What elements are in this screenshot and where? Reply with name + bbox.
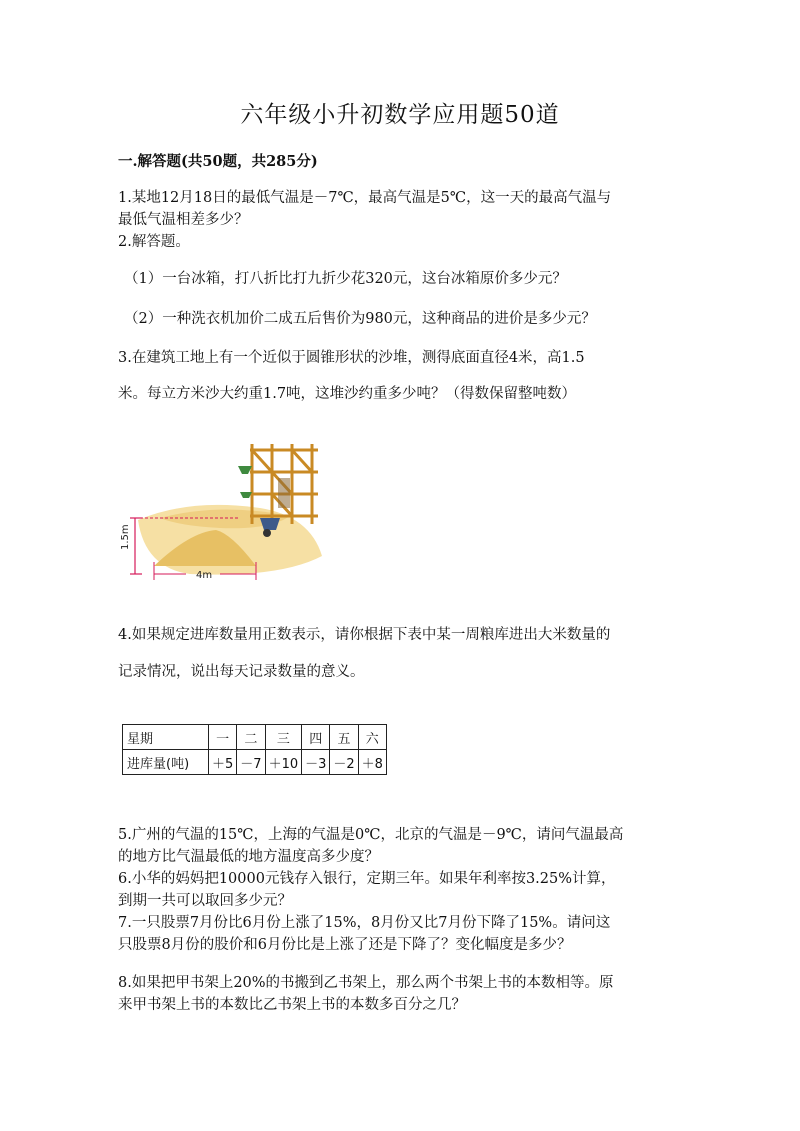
table-cell: 三 <box>265 725 302 750</box>
table-cell: ＋5 <box>209 750 237 775</box>
question-8-line-1: 8.如果把甲书架上20%的书搬到乙书架上，那么两个书架上书的本数相等。原 <box>118 975 614 991</box>
table-cell: ＋10 <box>265 750 302 775</box>
table-cell: 四 <box>302 725 330 750</box>
section-heading: 一.解答题(共50题，共285分) <box>118 153 318 170</box>
question-3-line-2: 米。每立方米沙大约重1.7吨，这堆沙约重多少吨？（得数保留整吨数） <box>118 386 577 402</box>
question-1-line-1: 1.某地12月18日的最低气温是－7℃，最高气温是5℃，这一天的最高气温与 <box>118 190 612 206</box>
table-cell: －3 <box>302 750 330 775</box>
question-7-line-1: 7.一只股票7月份比6月份上涨了15%，8月份又比7月份下降了15%。请问这 <box>118 915 611 931</box>
question-5-line-2: 的地方比气温最低的地方温度高多少度？ <box>118 849 379 865</box>
question-2-text: 2.解答题。 <box>118 234 190 250</box>
table-row <box>123 750 387 775</box>
question-2-part-1: （1）一台冰箱，打八折比打九折少花320元，这台冰箱原价多少元？ <box>124 271 567 287</box>
table-cell: －2 <box>330 750 358 775</box>
sand-pile-figure <box>120 438 330 586</box>
question-6-line-2: 到期一共可以取回多少元？ <box>118 893 292 909</box>
question-7-line-2: 只股票8月份的股价和6月份比是上涨了还是下降了？变化幅度是多少？ <box>118 937 572 953</box>
height-label: 1.5m <box>120 524 131 550</box>
question-1-line-2: 最低气温相差多少？ <box>118 212 249 228</box>
question-4-line-2: 记录情况，说出每天记录数量的意义。 <box>118 664 365 680</box>
grain-record-table <box>122 724 387 775</box>
table-cell: ＋8 <box>358 750 386 775</box>
table-cell: 星期 <box>123 725 209 750</box>
table-cell: 一 <box>209 725 237 750</box>
question-5-line-1: 5.广州的气温的15℃，上海的气温是0℃，北京的气温是－9℃，请问气温最高 <box>118 827 624 843</box>
question-4-line-1: 4.如果规定进库数量用正数表示，请你根据下表中某一周粮库进出大米数量的 <box>118 627 611 643</box>
table-header-row <box>123 725 387 750</box>
question-8-line-2: 来甲书架上书的本数比乙书架上书的本数多百分之几？ <box>118 997 466 1013</box>
question-2-part-2: （2）一种洗衣机加价二成五后售价为980元，这种商品的进价是多少元？ <box>124 311 596 327</box>
question-6-line-1: 6.小华的妈妈把10000元钱存入银行，定期三年。如果年利率按3.25%计算， <box>118 871 616 887</box>
bucket-icon <box>238 466 252 474</box>
table-cell: －7 <box>237 750 265 775</box>
question-3-line-1: 3.在建筑工地上有一个近似于圆锥形状的沙堆，测得底面直径4米，高1.5 <box>118 350 585 366</box>
table-cell: 进库量(吨) <box>123 750 209 775</box>
table-cell: 六 <box>358 725 386 750</box>
table-cell: 五 <box>330 725 358 750</box>
width-label: 4m <box>196 570 213 581</box>
table-cell: 二 <box>237 725 265 750</box>
page-title: 六年级小升初数学应用题50道 <box>240 102 560 128</box>
